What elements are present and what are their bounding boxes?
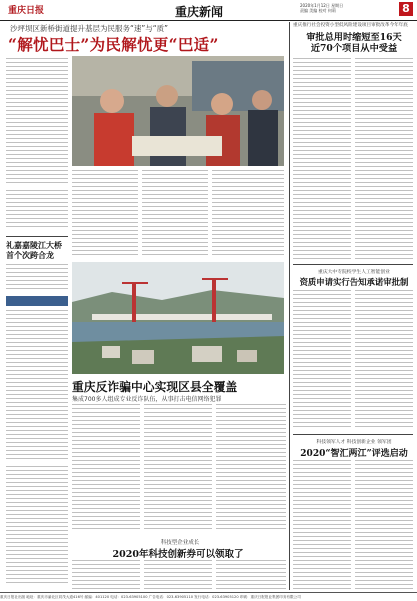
right-story-1-headline-line-2: 近70个项目从中受益 <box>310 43 398 54</box>
right-story-2-headline: 资质申请实行告知承诺审批制 <box>299 277 409 287</box>
bridge-photo <box>72 262 284 374</box>
lead-body-left-2 <box>6 190 68 230</box>
right-story-1-headline <box>293 32 415 54</box>
bottom-right-kicker: 科技领军人才 科技创新企业 领军团 <box>316 440 392 445</box>
bottom-right-rule <box>293 434 413 435</box>
side-story-rule <box>6 236 68 237</box>
right-story-1-kicker: 重庆推行社会投资小型低风险建设项目审批改革今年年底 <box>293 23 408 28</box>
lead-body-col-2 <box>142 170 208 258</box>
center-story-col-1 <box>72 404 140 530</box>
lead-photo <box>72 56 284 166</box>
right-story-1-headline-line-1: 审批总用时缩短至16天 <box>306 32 402 43</box>
column-divider <box>289 22 290 590</box>
bottom-left-col-2 <box>144 560 212 590</box>
right-story-2-kicker: 重庆大中专院校学生人工智能创业 <box>318 270 390 275</box>
lead-body-col-3 <box>212 170 284 258</box>
bottom-left-col-1 <box>72 560 140 590</box>
center-story-col-3 <box>216 404 286 530</box>
people-photo-image <box>72 56 284 166</box>
bridge-photo-image <box>72 262 284 374</box>
bottom-right-col-2 <box>355 460 413 590</box>
right-story-1-col-2 <box>355 58 413 260</box>
left-column-body <box>6 310 68 460</box>
right-story-1-col-1 <box>293 58 351 260</box>
side-story-body <box>6 264 68 292</box>
bottom-right-headline: 2020“智汇两江”评选启动 <box>300 449 408 459</box>
left-column-body-2 <box>6 466 68 586</box>
right-story-2-col-1 <box>293 290 351 430</box>
right-story-2-rule <box>293 264 413 265</box>
footer: 重庆日报社出版 地址：重庆市渝北区同茂大道416号 邮编：401120 电话：023-63905100 广告电话：023-63905110 发行电话：023-63905120 印刷：重庆日报报业集团印务有限公司 <box>0 592 417 601</box>
bottom-right-col-1 <box>293 460 351 590</box>
section-title: 重庆新闻 <box>175 5 224 19</box>
lead-kicker: 沙坪坝区新桥街道提升基层为民服务“速”与“质” <box>10 24 169 33</box>
left-column-banner <box>6 296 68 306</box>
dateline <box>300 3 343 13</box>
side-story-headline-line-1: 礼嘉嘉陵江大桥 <box>6 240 62 250</box>
bottom-left-kicker: 科技型企业成长 <box>160 540 200 546</box>
center-story-headline: 重庆反诈骗中心实现区县全覆盖 <box>72 380 238 394</box>
newspaper-logo: 重庆日报 <box>8 6 45 16</box>
bottom-left-headline: 2020年科技创新券可以领取了 <box>112 549 244 560</box>
center-story-subhead: 集成700多人组成专业反诈队伍，从事打击电信网络犯罪 <box>72 396 222 403</box>
lead-headline: “解忧巴士”为民解忧更“巴适” <box>8 35 219 54</box>
bottom-left-col-3 <box>216 560 286 590</box>
lead-body-col-1 <box>72 170 138 258</box>
side-story-headline-line-2: 首个次跨合龙 <box>6 250 54 260</box>
dateline-editors: 责编 美编 校对 何莉 <box>300 8 336 13</box>
side-story-headline <box>6 240 68 260</box>
right-story-2-col-2 <box>355 290 413 430</box>
page-number: 8 <box>399 2 413 16</box>
lead-body-left <box>6 58 68 186</box>
dateline-date: 2020年1月12日 星期日 <box>300 3 344 8</box>
center-story-col-2 <box>144 404 212 530</box>
